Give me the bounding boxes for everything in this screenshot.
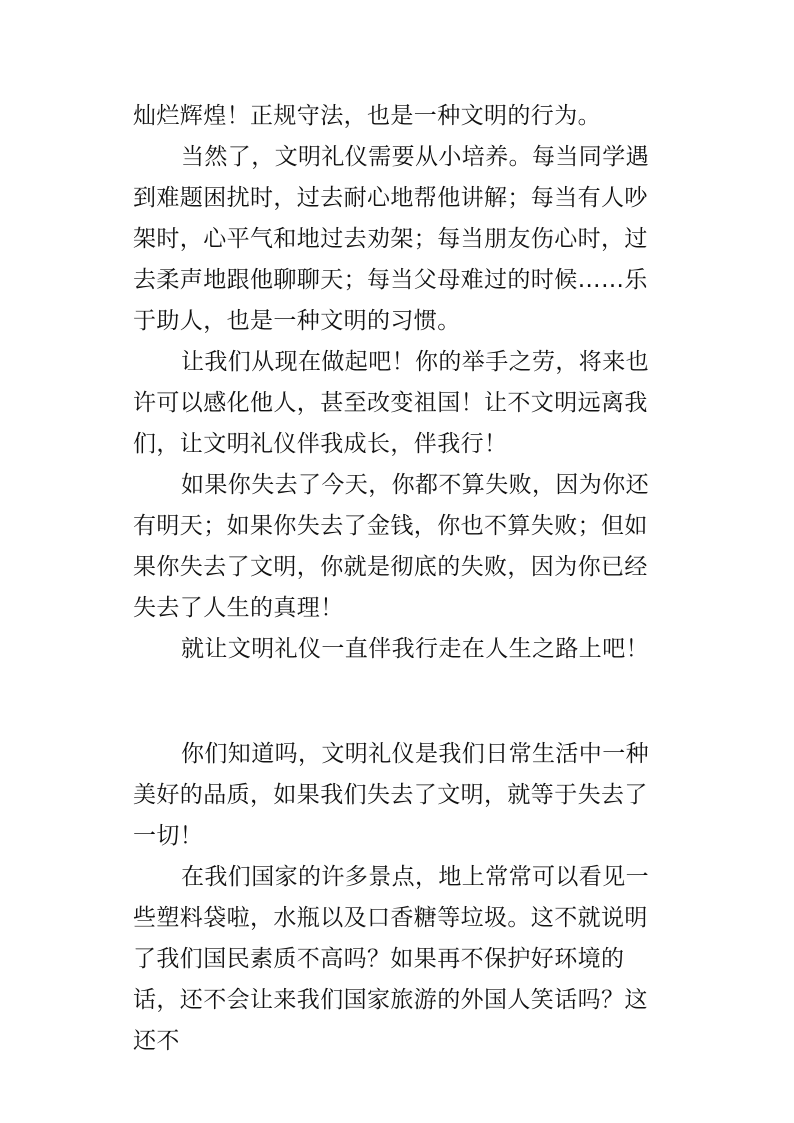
paragraph: 当然了，文明礼仪需要从小培养。每当同学遇到难题困扰时，过去耐心地帮他讲解；每当有人吵架时，心平气和地过去劝架；每当朋友伤心时，过去柔声地跟他聊聊天；每当父母难过的时候……乐于助人，也是一种文明的习惯。 [133,144,649,334]
paragraph-continuation: 灿烂辉煌！正规守法，也是一种文明的行为。 [133,103,601,129]
paragraph: 你们知道吗，文明礼仪是我们日常生活中一种美好的品质，如果我们失去了文明，就等于失去了一切！ [133,741,649,849]
text-section-2 [133,734,663,1062]
paragraph: 如果你失去了今天，你都不算失败，因为你还有明天；如果你失去了金钱，你也不算失败；但如果你失去了文明，你就是彻底的失败，因为你已经失去了人生的真理！ [133,472,649,621]
paragraph: 让我们从现在做起吧！你的举手之劳，将来也许可以感化他人，甚至改变祖国！让不文明远离我们，让文明礼仪伴我成长，伴我行！ [133,349,649,457]
paragraph: 在我们国家的许多景点，地上常常可以看见一些塑料袋啦，水瓶以及口香糖等垃圾。这不就说明了我们国民素质不高吗？如果再不保护好环境的话，还不会让来我们国家旅游的外国人笑话吗？这还不 [133,864,649,1054]
paragraph: 就让文明礼仪一直伴我行走在人生之路上吧！ [181,636,649,662]
text-section-1 [133,96,663,670]
